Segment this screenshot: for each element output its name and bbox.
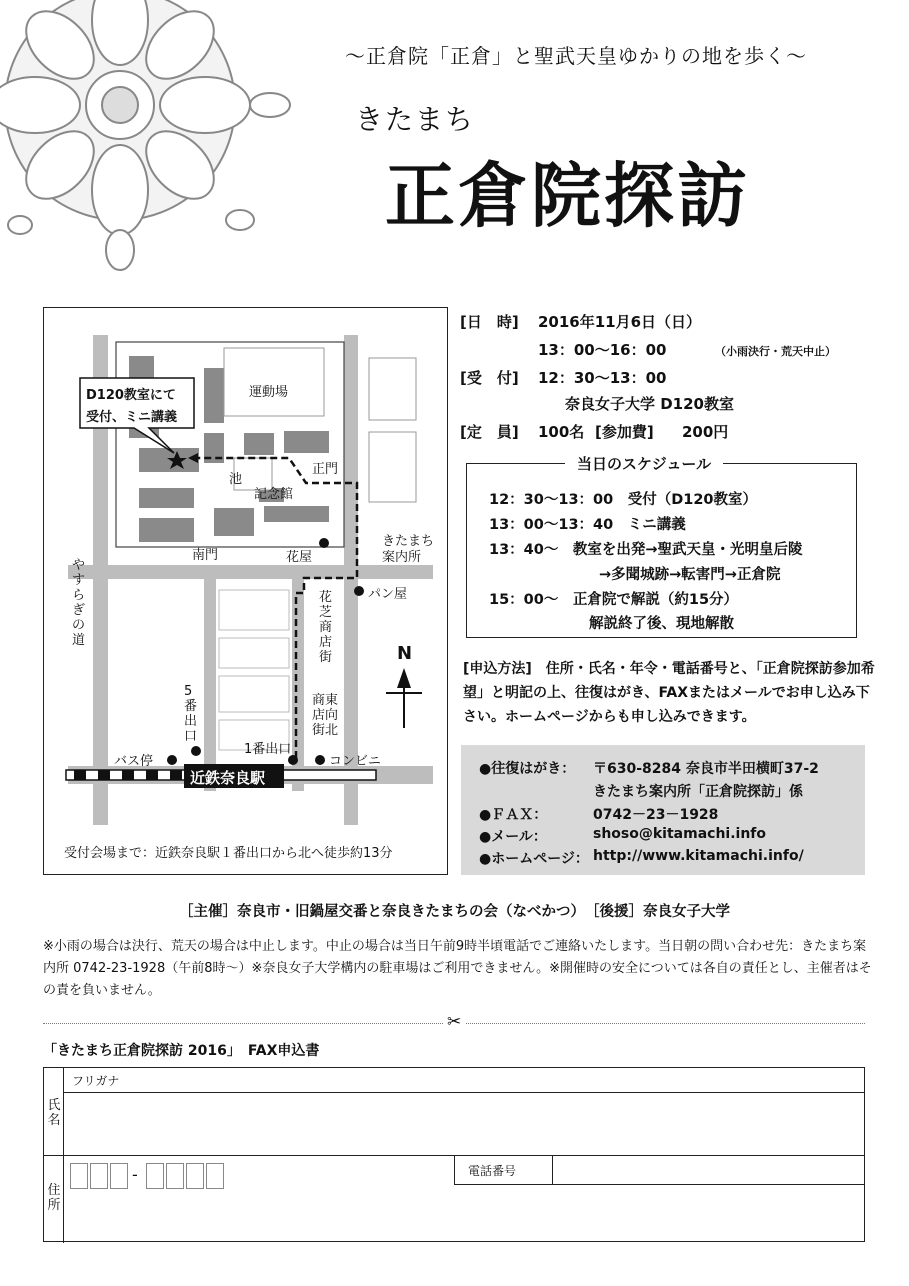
schedule-title: 当日のスケジュール: [565, 453, 723, 474]
map-bakery: パン屋: [368, 587, 408, 602]
fax-application-form: [43, 1067, 865, 1242]
map-higashimuki-street: 商東店向街北: [312, 693, 339, 738]
capacity-label: [定 員]: [460, 423, 519, 441]
map-station: 近鉄奈良駅: [190, 769, 266, 787]
north-indicator: N: [397, 643, 413, 664]
zip-digit-box[interactable]: [166, 1163, 184, 1189]
reception-label: [受 付]: [460, 369, 519, 387]
contact-box: [461, 745, 865, 875]
schedule-line: 12：30～13：00 受付（D120教室）: [489, 492, 758, 508]
schedule-line: →多聞城跡→転害門→正倉院: [599, 567, 781, 583]
fax-label: ●ＦＡＸ：: [479, 807, 548, 823]
kicker: きたまち: [355, 103, 476, 136]
mail-label: ●メール：: [479, 829, 547, 845]
map-kitamachi-info-1: きたまち: [382, 534, 435, 549]
date-label: [日 時]: [460, 313, 519, 331]
map-florist: 花屋: [286, 550, 313, 565]
form-title: 「きたまち正倉院探訪 2016」 FAX申込書: [43, 1043, 320, 1059]
subtitle: ～正倉院「正倉」と聖武天皇ゆかりの地を歩く～: [345, 44, 807, 68]
address-label: 住所: [47, 1183, 61, 1213]
fee-label: [参加費]: [595, 423, 654, 441]
map-bus-stop: バス停: [114, 754, 154, 769]
capacity-value: 100名: [538, 423, 585, 441]
mail-link[interactable]: shoso@kitamachi.info: [593, 826, 767, 842]
map-callout-line2: 受付、ミニ講義: [86, 410, 178, 425]
zip-digit-box[interactable]: [146, 1163, 164, 1189]
time-note: （小雨決行・荒天中止）: [715, 345, 836, 358]
postcard-address: 〒630-8284 奈良市半田横町37-2: [593, 761, 819, 777]
name-label: 氏名: [47, 1098, 61, 1128]
postcard-recipient: きたまち案内所「正倉院探訪」係: [593, 784, 803, 800]
map-yasuragi-road: やすらぎの道: [72, 558, 86, 648]
fax-number: 0742－23－1928: [593, 807, 719, 823]
zip-digit-box[interactable]: [110, 1163, 128, 1189]
map-playground: 運動場: [249, 385, 289, 400]
map-kitamachi-info-2: 案内所: [382, 550, 422, 565]
furigana-label: フリガナ: [72, 1074, 120, 1088]
schedule-line: 13：00～13：40 ミニ講義: [489, 517, 686, 533]
map-exit1: 1番出口: [244, 742, 292, 757]
date-value: 2016年11月6日（日）: [538, 313, 702, 331]
notes: ※小雨の場合は決行、荒天の場合は中止します。中止の場合は当日午前9時半頃電話でご連絡いたします。当日朝の問い合わせ先：きたまち案内所 0742-23-1928（午前8時～）※奈良女子大学構内の駐車場はご利用できません。※開催時の安全については各自の責任とし、主催者はその責を負いません。: [43, 939, 872, 998]
reception-place: 奈良女子大学 D120教室: [565, 395, 734, 413]
access-map: [43, 307, 448, 875]
phone-field[interactable]: [556, 1157, 862, 1183]
map-memorial-hall: 記念館: [254, 487, 294, 502]
schedule-line: 15：00～ 正倉院で解説（約15分）: [489, 592, 739, 608]
map-convenience: コンビニ: [329, 754, 382, 769]
postcard-label: ●往復はがき：: [479, 761, 576, 777]
map-pond: 池: [229, 472, 243, 487]
map-hanashiba-street: 花芝商店街: [319, 590, 333, 665]
reception-time: 12：30～13：00: [538, 369, 667, 387]
zip-digit-box[interactable]: [186, 1163, 204, 1189]
map-callout-line1: D120教室にて: [86, 388, 176, 403]
map-main-gate: 正門: [312, 462, 339, 477]
zip-digit-box[interactable]: [70, 1163, 88, 1189]
homepage-link[interactable]: http://www.kitamachi.info/: [593, 848, 804, 864]
schedule-line: 13：40～ 教室を出発→聖武天皇・光明皇后陵: [489, 542, 803, 558]
zip-digit-box[interactable]: [90, 1163, 108, 1189]
scissors-icon: ✂: [443, 1012, 465, 1032]
floral-ornament: [0, 0, 310, 275]
map-walk-note: 受付会場まで：近鉄奈良駅１番出口から北へ徒歩約13分: [64, 846, 393, 861]
organizer: ［主催］奈良市・旧鍋屋交番と奈良きたまちの会（なべかつ） ［後援］奈良女子大学: [179, 904, 730, 920]
page-title: 正倉院探訪: [385, 154, 750, 237]
schedule-line: 解説終了後、現地解散: [589, 616, 734, 632]
schedule-box: [466, 463, 857, 638]
map-exit5: 5番出口: [184, 684, 198, 744]
zip-dash: -: [132, 1165, 138, 1184]
time-value: 13：00～16：00: [538, 341, 667, 359]
homepage-label: ●ホームページ：: [479, 851, 589, 867]
apply-method: [申込方法] 住所・氏名・年令・電話番号と、「正倉院探訪参加希望」と明記の上、往復はがき、FAXまたはメールでお申し込み下さい。ホームページからも申し込みできます。: [463, 661, 875, 725]
name-field[interactable]: [66, 1094, 862, 1153]
fee-value: 200円: [682, 423, 729, 441]
phone-label: 電話番号: [468, 1164, 517, 1178]
map-south-gate: 南門: [192, 548, 219, 563]
zip-digit-box[interactable]: [206, 1163, 224, 1189]
